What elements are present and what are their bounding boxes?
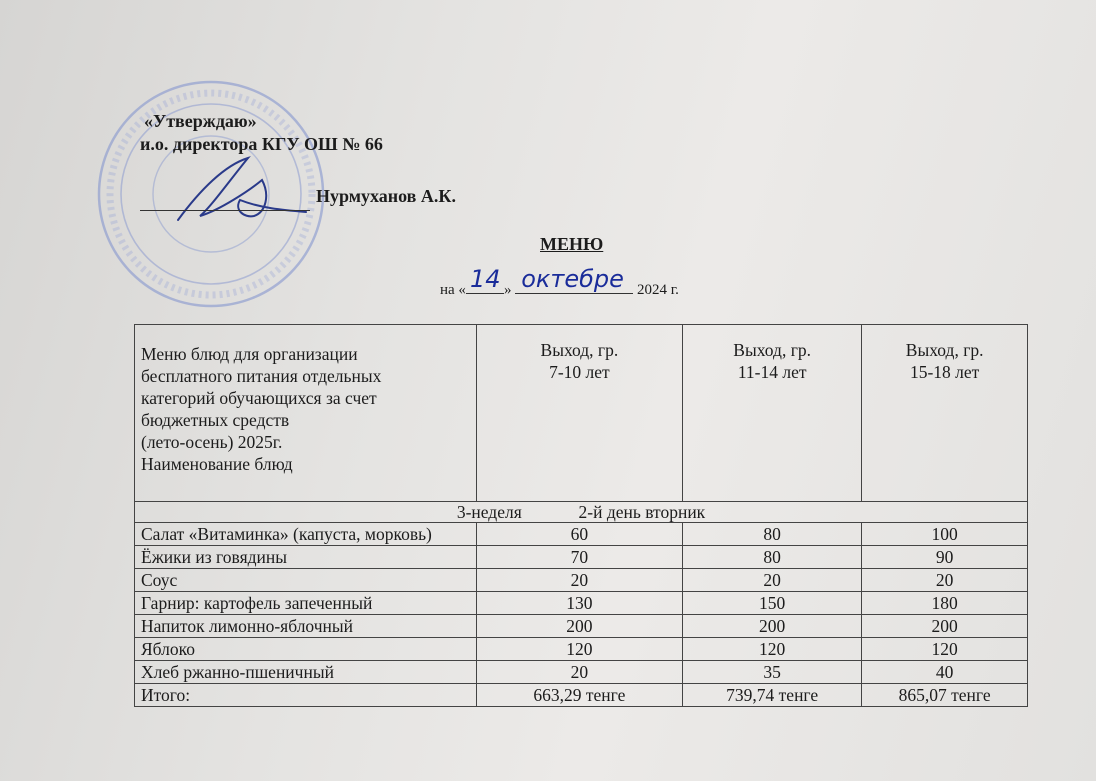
table-row: [135, 523, 1028, 546]
week-day-cell: [135, 502, 1028, 523]
total-11-14: 739,74 тенге: [683, 684, 862, 707]
portion-11-14: 150: [683, 592, 862, 615]
table-header-row: [135, 325, 1028, 502]
portion-11-14: 35: [683, 661, 862, 684]
table-row: [135, 546, 1028, 569]
group-header-line: Выход, гр.: [733, 340, 812, 360]
portion-15-18: 120: [862, 638, 1028, 661]
total-7-10: 663,29 тенге: [476, 684, 682, 707]
director-title: и.о. директора КГУ ОШ № 66: [140, 134, 383, 154]
portion-15-18: 40: [862, 661, 1028, 684]
portion-7-10: 20: [476, 661, 682, 684]
date-suffix: 2024 г.: [636, 282, 679, 298]
approve-label: «Утверждаю»: [144, 111, 257, 131]
portion-11-14: 20: [683, 569, 862, 592]
menu-date: [440, 265, 679, 299]
portion-7-10: 120: [476, 638, 682, 661]
date-prefix: на «: [440, 282, 466, 298]
dish-header-line: бюджетных средств: [141, 410, 290, 430]
dish-name: Хлеб ржанно-пшеничный: [135, 661, 477, 684]
group-header-age: 15-18 лет: [909, 362, 980, 382]
table-row: [135, 615, 1028, 638]
table-row: [135, 638, 1028, 661]
portion-11-14: 120: [683, 638, 862, 661]
signature-icon: [170, 150, 310, 230]
dish-name: Яблоко: [135, 638, 477, 661]
director-name: Нурмуханов А.К.: [316, 186, 456, 206]
date-month: октебре: [521, 265, 624, 293]
dish-header-line: (лето-осень) 2025г.: [141, 432, 283, 452]
dish-name: Ёжики из говядины: [135, 546, 477, 569]
portion-15-18: 100: [862, 523, 1028, 546]
dish-header-line: категорий обучающихся за счет: [141, 388, 377, 408]
dish-header-cell: [135, 325, 477, 502]
date-mid: »: [503, 282, 512, 298]
dish-name: Салат «Витаминка» (капуста, морковь): [135, 523, 477, 546]
portion-11-14: 200: [683, 615, 862, 638]
group-header-7-10: [476, 325, 682, 502]
dish-name: Напиток лимонно-яблочный: [135, 615, 477, 638]
dish-name: Гарнир: картофель запеченный: [135, 592, 477, 615]
dish-name: Соус: [135, 569, 477, 592]
group-header-11-14: [683, 325, 862, 502]
dish-header-line: бесплатного питания отдельных: [141, 366, 382, 386]
portion-15-18: 200: [862, 615, 1028, 638]
page-title: МЕНЮ: [540, 234, 604, 254]
total-row: [135, 684, 1028, 707]
date-day: 14: [469, 265, 501, 293]
menu-table: [134, 324, 1028, 707]
portion-7-10: 200: [476, 615, 682, 638]
portion-11-14: 80: [683, 523, 862, 546]
total-15-18: 865,07 тенге: [862, 684, 1028, 707]
portion-11-14: 80: [683, 546, 862, 569]
portion-7-10: 20: [476, 569, 682, 592]
portion-7-10: 70: [476, 546, 682, 569]
group-header-line: Выход, гр.: [540, 340, 619, 360]
portion-15-18: 90: [862, 546, 1028, 569]
week-label: 3-неделя: [456, 502, 522, 522]
portion-15-18: 180: [862, 592, 1028, 615]
week-day-row: [135, 502, 1028, 523]
dish-header-line: Меню блюд для организации: [141, 344, 358, 364]
table-row: [135, 592, 1028, 615]
table-row: [135, 569, 1028, 592]
date-month-blank: [515, 265, 633, 294]
group-header-line: Выход, гр.: [905, 340, 984, 360]
total-label: Итого:: [135, 684, 477, 707]
table-row: [135, 661, 1028, 684]
portion-7-10: 60: [476, 523, 682, 546]
portion-7-10: 130: [476, 592, 682, 615]
date-day-blank: [466, 265, 504, 294]
portion-15-18: 20: [862, 569, 1028, 592]
group-header-age: 11-14 лет: [737, 362, 807, 382]
signature-line: [140, 210, 310, 211]
day-label: 2-й день вторник: [578, 502, 706, 522]
group-header-age: 7-10 лет: [549, 362, 610, 382]
dish-header-line: Наименование блюд: [141, 454, 293, 474]
group-header-15-18: [862, 325, 1028, 502]
